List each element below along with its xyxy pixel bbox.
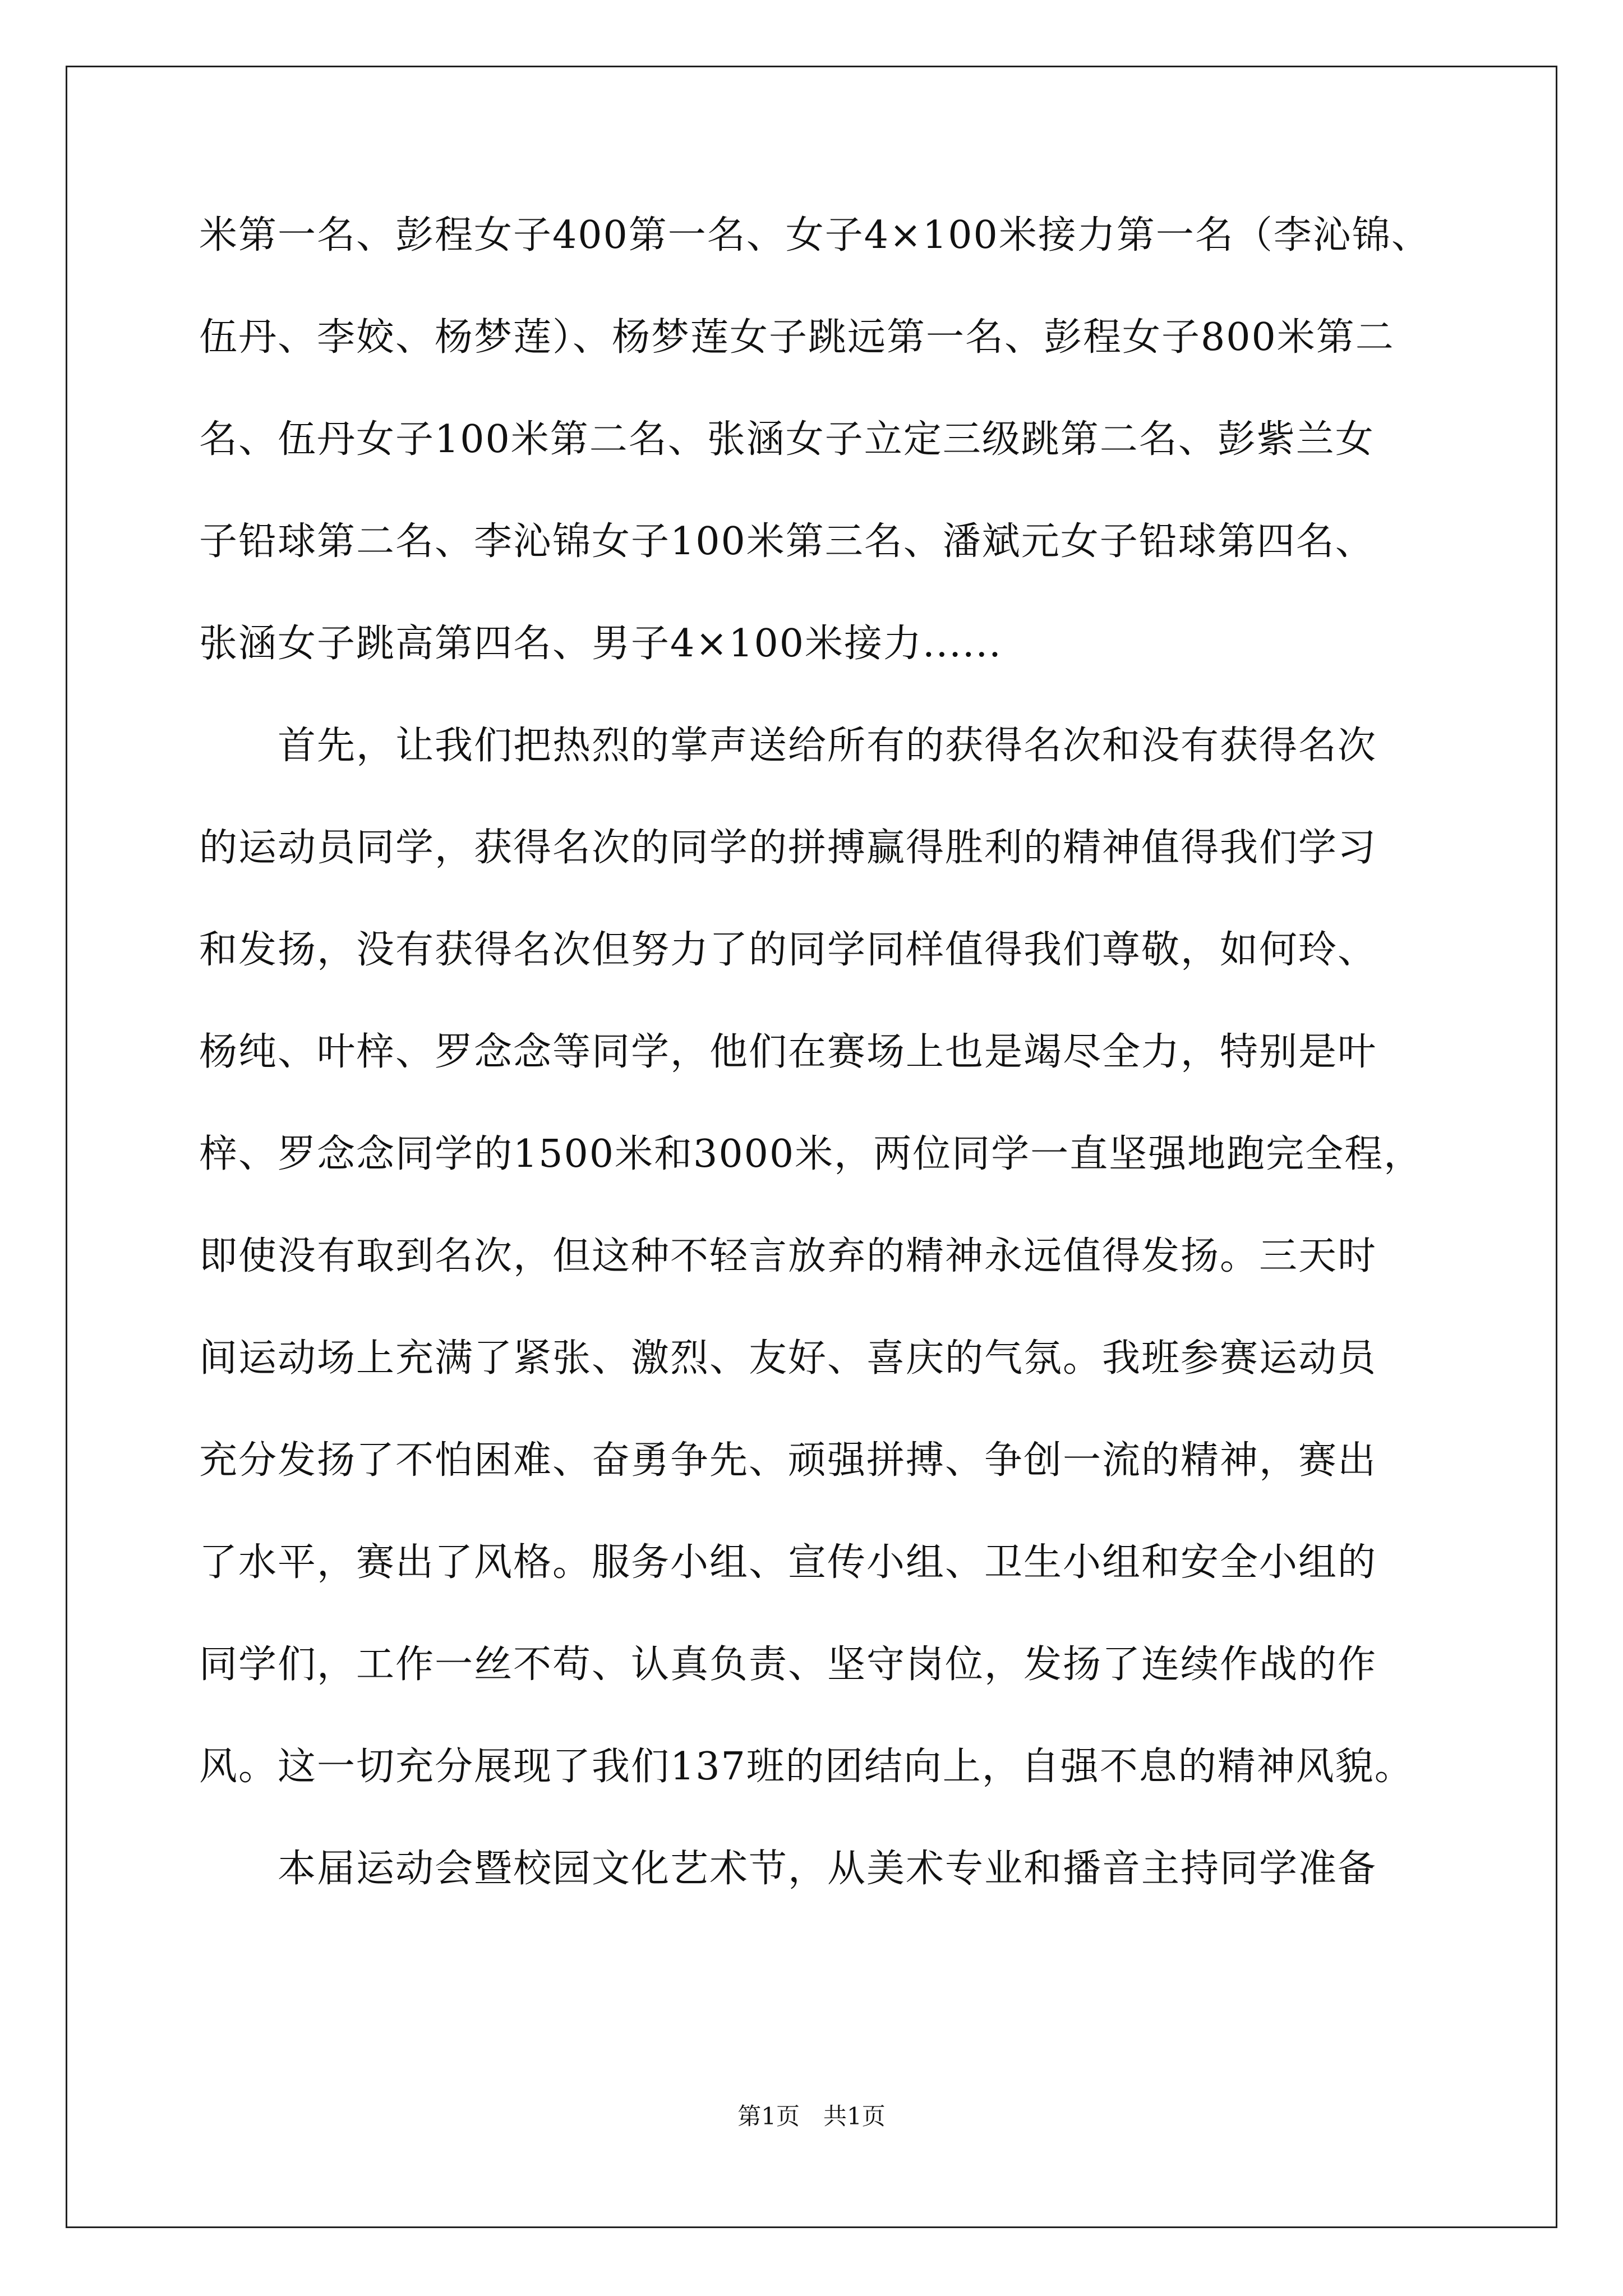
text-line: 本届运动会暨校园文化艺术节，从美术专业和播音主持同学准备 (199, 1847, 1377, 1891)
text-line: 充分发扬了不怕困难、奋勇争先、顽强拼搏、争创一流的精神，赛出 (199, 1438, 1377, 1483)
text-line: 米第一名、彭程女子400第一名、女子4×100米接力第一名（李沁锦、 (199, 213, 1431, 257)
text-line: 的运动员同学，获得名次的同学的拼搏赢得胜利的精神值得我们学习 (199, 826, 1377, 870)
text-line: 杨纯、叶梓、罗念念等同学，他们在赛场上也是竭尽全力，特别是叶 (199, 1030, 1377, 1074)
text-line: 伍丹、李姣、杨梦莲）、杨梦莲女子跳远第一名、彭程女子800米第二 (199, 315, 1395, 360)
text-line: 张涵女子跳高第四名、男子4×100米接力...... (199, 622, 1002, 666)
document-body (199, 205, 1489, 1940)
text-line: 了水平，赛出了风格。服务小组、宣传小组、卫生小组和安全小组的 (199, 1540, 1377, 1585)
text-line: 子铅球第二名、李沁锦女子100米第三名、潘斌元女子铅球第四名、 (199, 519, 1375, 564)
text-line: 首先，让我们把热烈的掌声送给所有的获得名次和没有获得名次 (199, 724, 1377, 768)
text-line: 和发扬，没有获得名次但努力了的同学同样值得我们尊敬，如何玲、 (199, 928, 1377, 972)
text-line: 梓、罗念念同学的1500米和3000米，两位同学一直坚强地跑完全程， (199, 1132, 1423, 1176)
text-line: 名、伍丹女子100米第二名、张涵女子立定三级跳第二名、彭紫兰女 (199, 417, 1375, 462)
text-line: 同学们，工作一丝不苟、认真负责、坚守岗位，发扬了连续作战的作 (199, 1642, 1377, 1687)
text-line: 即使没有取到名次，但这种不轻言放弃的精神永远值得发扬。三天时 (199, 1234, 1377, 1278)
text-line: 风。这一切充分展现了我们137班的团结向上，自强不息的精神风貌。 (199, 1745, 1414, 1789)
text-line: 间运动场上充满了紧张、激烈、友好、喜庆的气氛。我班参赛运动员 (199, 1336, 1377, 1381)
page-number-footer: 第1页 共1页 (737, 2102, 886, 2130)
